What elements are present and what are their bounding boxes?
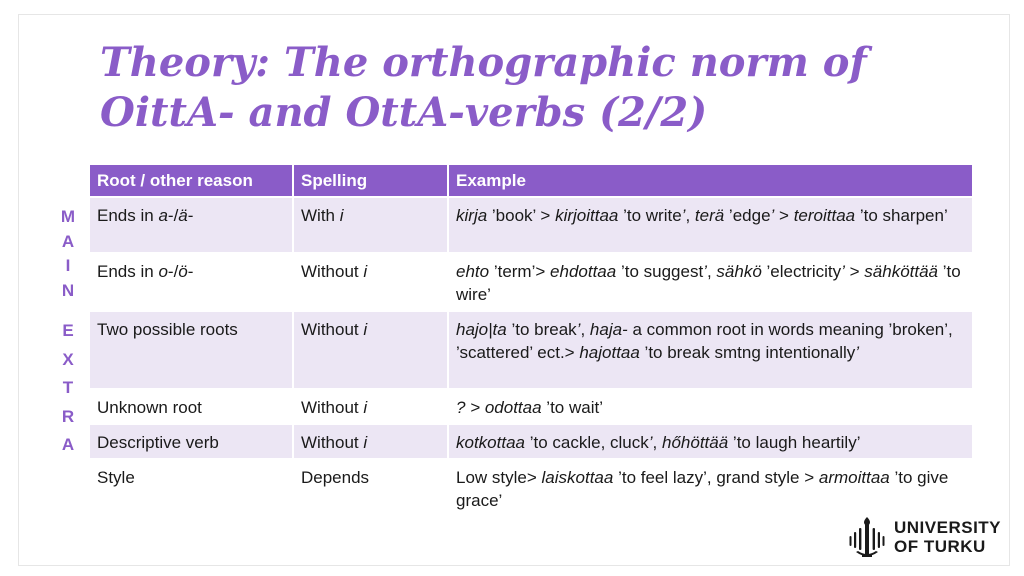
header-example: Example bbox=[448, 165, 972, 197]
side-letter: T bbox=[62, 378, 74, 397]
side-letter: N bbox=[61, 280, 75, 300]
cell-example: ehto ’term’> ehdottaa ’to suggest’, sähkö ’electricity’ > sähköttää ’to wire’ bbox=[448, 253, 972, 311]
cell-reason: Style bbox=[90, 459, 293, 516]
torch-emblem-icon bbox=[846, 516, 888, 560]
cell-spelling: Without i bbox=[293, 253, 448, 311]
cell-reason: Ends in o-/ö- bbox=[90, 253, 293, 311]
table-row bbox=[90, 389, 972, 424]
header-root-reason: Root / other reason bbox=[90, 165, 293, 197]
side-letter: A bbox=[61, 435, 75, 454]
cell-reason: Descriptive verb bbox=[90, 424, 293, 459]
side-label-main bbox=[60, 205, 76, 303]
cell-example: ? > odottaa ’to wait’ bbox=[448, 389, 972, 424]
side-letter: M bbox=[60, 207, 76, 226]
slide-title: Theory: The orthographic norm of OittA- and OttA-verbs (2/2) bbox=[100, 39, 867, 136]
table-row bbox=[90, 424, 972, 459]
side-letter: E bbox=[62, 321, 74, 340]
side-letter: X bbox=[62, 349, 74, 369]
cell-example: hajo|ta ’to break’, haja- a common root in words meaning ’broken’, ’scattered’ ect.> hajottaa ’to break smtng intentionally’ bbox=[448, 311, 972, 389]
cell-example: Low style> laiskottaa ’to feel lazy’, grand style > armoittaa ’to give grace’ bbox=[448, 459, 972, 516]
table-row bbox=[90, 459, 972, 516]
cell-spelling: Without i bbox=[293, 424, 448, 459]
cell-spelling: Without i bbox=[293, 389, 448, 424]
cell-spelling: Depends bbox=[293, 459, 448, 516]
side-letter: A bbox=[61, 231, 75, 251]
cell-reason: Unknown root bbox=[90, 389, 293, 424]
cell-spelling: With i bbox=[293, 197, 448, 253]
logo-wordmark bbox=[894, 518, 1001, 556]
table-row bbox=[90, 197, 972, 253]
spelling-rules-table bbox=[90, 165, 972, 516]
cell-reason: Two possible roots bbox=[90, 311, 293, 389]
cell-example: kotkottaa ’to cackle, cluck’, hőhöttää ’to laugh heartily’ bbox=[448, 424, 972, 459]
table-row bbox=[90, 253, 972, 311]
table-row bbox=[90, 311, 972, 389]
logo-line-2: OF TURKU bbox=[894, 537, 986, 556]
table-header-row bbox=[90, 165, 972, 197]
cell-reason: Ends in a-/ä- bbox=[90, 197, 293, 253]
side-label-extra bbox=[60, 317, 76, 460]
side-letter: R bbox=[61, 406, 75, 426]
cell-example: kirja ’book’ > kirjoittaa ’to write’, terä ’edge’ > teroittaa ’to sharpen’ bbox=[448, 197, 972, 253]
header-spelling: Spelling bbox=[293, 165, 448, 197]
cell-spelling: Without i bbox=[293, 311, 448, 389]
side-letter: I bbox=[65, 256, 71, 275]
university-logo bbox=[846, 516, 1006, 562]
logo-line-1: UNIVERSITY bbox=[894, 518, 1002, 537]
